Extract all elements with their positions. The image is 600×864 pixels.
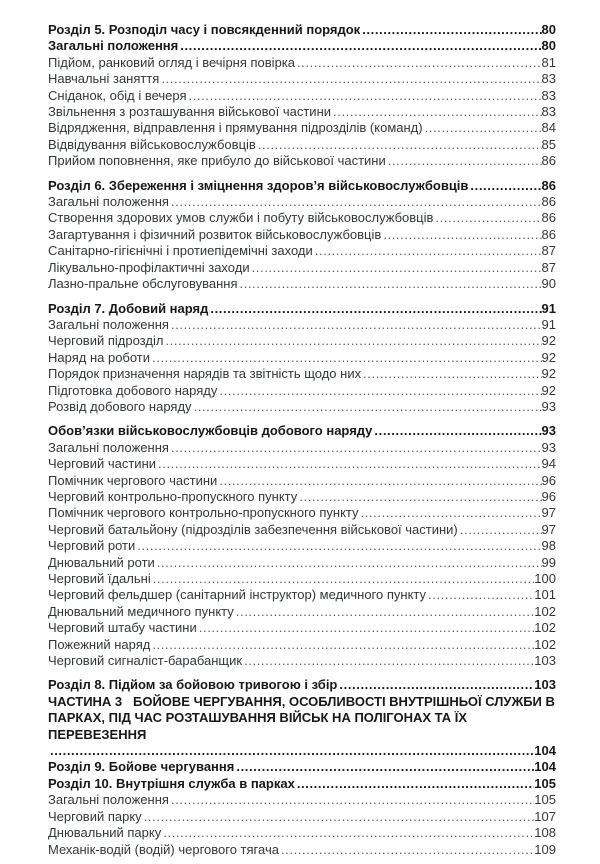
dot-leader: [197, 620, 535, 636]
toc-entry-page-number: 91: [541, 300, 556, 316]
toc-entry: [48, 210, 556, 226]
toc-entry-label: Черговий фельдшер (санітарний інструктор) медичного пункту: [48, 587, 427, 603]
dot-leader: [250, 260, 542, 276]
toc-entry-label: Черговий їдальні: [48, 571, 151, 586]
toc-entry-page-number: 102: [534, 603, 556, 619]
dot-leader: [426, 587, 534, 603]
toc-entry: [48, 776, 556, 792]
toc-entry-label: Помічник чергового контрольно-пропускного пункту: [48, 505, 359, 521]
toc-entry: [48, 809, 556, 825]
toc-entry-label: Загальні положення: [48, 439, 169, 455]
toc-entry: [48, 604, 556, 620]
toc-entry-page-number: 109: [534, 841, 556, 857]
toc-entry-label: Підйом, ранковий огляд і вечірня повірка: [48, 54, 295, 70]
toc-entry: [48, 653, 556, 669]
dot-leader: [135, 538, 541, 554]
toc-entry-page-number: 99: [541, 554, 556, 570]
toc-entry: [48, 571, 556, 587]
toc-entry-label: Помічник чергового частини: [48, 472, 218, 488]
dot-leader: [295, 776, 534, 792]
toc-entry-page-number: 108: [534, 825, 556, 841]
toc-entry: [48, 71, 556, 87]
toc-entry-page-number: 93: [541, 423, 556, 439]
toc-entry: [48, 677, 556, 693]
toc-entry: [48, 423, 556, 439]
toc-entry-page-number: 92: [541, 382, 556, 398]
toc-entry: [48, 473, 556, 489]
dot-leader: [359, 505, 542, 521]
toc-entry-label: ЧАСТИНА 3 БОЙОВЕ ЧЕРГУВАННЯ, ОСОБЛИВОСТІ ВНУТРІШНЬОЇ СЛУЖБИ В ПАРКАХ, ПІД ЧАС РОЗТАШУВАННЯ ВІЙСЬК НА ПОЛІГОНАХ ТА ЇХ ПЕРЕВЕЗЕННЯ: [48, 693, 559, 742]
dot-leader: [256, 137, 542, 153]
dot-leader: [423, 120, 542, 136]
toc-entry-label: Лазно-пральне обслуговування: [48, 276, 238, 292]
toc-entry-page-number: 97: [541, 505, 556, 521]
toc-entry-label: Санітарно-гігієнічні і протиепідемічні заходи: [48, 243, 313, 259]
toc-entry-label: Відрядження, відправлення і прямування підрозділів (команд): [48, 120, 423, 136]
toc-entry: [48, 260, 556, 276]
dot-leader: [159, 71, 541, 87]
toc-entry: [48, 587, 556, 603]
toc-entry-page-number: 80: [541, 38, 556, 54]
toc-entry-label: Черговий батальйону (підрозділів забезпечення військової частини): [48, 521, 458, 537]
toc-entry-page-number: 93: [541, 398, 556, 414]
toc-entry-label: Пожежний наряд: [48, 636, 151, 652]
dot-leader: [161, 825, 534, 841]
toc-entry-label: Розділ 7. Добовий наряд: [48, 300, 209, 316]
toc-entry-page-number: 98: [541, 538, 556, 554]
toc-entry: [48, 178, 556, 194]
toc-entry: [48, 227, 556, 243]
toc-entry: [48, 456, 556, 472]
toc-entry-page-number: 87: [541, 243, 556, 259]
toc-entry-page-number: 94: [541, 456, 556, 472]
toc-entry: [48, 22, 556, 38]
toc-entry-label: Загартування і фізичний розвиток військовослужбовців: [48, 226, 382, 242]
toc-entry-label: Черговий контрольно-пропускного пункту: [48, 488, 298, 504]
toc-entry-label: Днювальний парку: [48, 825, 162, 841]
toc-entry-page-number: 83: [541, 104, 556, 120]
toc-entry: [48, 399, 556, 415]
dot-leader: [208, 301, 541, 317]
dot-leader: [142, 809, 535, 825]
toc-entry-label: Сніданок, обід і вечеря: [48, 87, 187, 103]
toc-entry: [48, 383, 556, 399]
toc-entry: [48, 350, 556, 366]
toc-entry: [48, 276, 556, 292]
toc-entry-page-number: 97: [541, 521, 556, 537]
toc-entry-label: Загальні положення: [48, 194, 169, 210]
toc-entry: [48, 620, 556, 636]
toc-entry: [48, 792, 556, 808]
toc-entry-page-number: 86: [541, 177, 556, 193]
dot-leader: [217, 383, 541, 399]
toc-entry-page-number: 92: [541, 349, 556, 365]
toc-entry: [48, 243, 556, 259]
toc-entry-page-number: 105: [534, 792, 556, 808]
dot-leader: [295, 55, 542, 71]
toc-entry: [48, 153, 556, 169]
toc-entry-label: Лікувально-профілактичні заходи: [48, 259, 250, 275]
toc-entry-label: Створення здорових умов служби і побуту військовослужбовців: [48, 210, 434, 226]
toc-entry: [48, 88, 556, 104]
toc-entry: [48, 842, 556, 858]
toc-entry-page-number: 105: [534, 775, 556, 791]
toc-entry-page-number: 84: [541, 120, 556, 136]
toc-entry-page-number: 107: [534, 808, 556, 824]
toc-entry-page-number: 86: [541, 210, 556, 226]
toc-entry-label: Розділ 8. Підйом за бойовою тривогою і збір: [48, 677, 338, 693]
toc-entry: [48, 759, 556, 775]
toc-entry: [48, 317, 556, 333]
toc-entry: [48, 137, 556, 153]
toc-entry: [48, 38, 556, 54]
toc-entry-label: Прийом поповнення, яке прибуло до військової частини: [48, 153, 386, 169]
toc-entry-page-number: 104: [534, 743, 556, 759]
toc-entry-page-number: 103: [534, 677, 556, 693]
dot-leader: [242, 653, 534, 669]
toc-entry: [48, 555, 556, 571]
dot-leader: [372, 423, 541, 439]
toc-entry-label: Днювальний роти: [48, 554, 155, 570]
dot-leader: [381, 227, 541, 243]
toc-entry-label: Розділ 6. Збереження і зміцнення здоров’я військовослужбовців: [48, 177, 469, 193]
toc-entry-label: Навчальні заняття: [48, 71, 160, 87]
toc-entry-label: Черговий парку: [48, 808, 142, 824]
toc-entry-label: Обов’язки військовослужбовців добового наряду: [48, 423, 373, 439]
table-of-contents: [48, 22, 559, 858]
dot-leader: [192, 399, 542, 415]
toc-entry-page-number: 86: [541, 194, 556, 210]
toc-entry-page-number: 102: [534, 636, 556, 652]
toc-entry: [48, 194, 556, 210]
toc-entry-label: Черговий підрозділ: [48, 333, 164, 349]
dot-leader: [155, 555, 542, 571]
dot-leader: [178, 38, 541, 54]
toc-entry-page-number: 81: [541, 54, 556, 70]
toc-entry-page-number: 91: [541, 316, 556, 332]
toc-entry-page-number: 83: [541, 87, 556, 103]
toc-entry-page-number: 86: [541, 226, 556, 242]
toc-entry-label: Загальні положення: [48, 792, 169, 808]
toc-entry: [48, 333, 556, 349]
dot-leader: [187, 88, 542, 104]
toc-entry-label: Порядок призначення нарядів та звітність щодо них: [48, 366, 362, 382]
dot-leader: [360, 22, 541, 38]
toc-entry-label: Загальні положення: [48, 316, 169, 332]
dot-leader: [169, 194, 542, 210]
toc-entry-page-number: 92: [541, 366, 556, 382]
toc-entry-page-number: 83: [541, 71, 556, 87]
dot-leader: [48, 743, 534, 759]
dot-leader: [468, 178, 541, 194]
dot-leader: [361, 366, 541, 382]
dot-leader: [217, 473, 541, 489]
dot-leader: [163, 333, 541, 349]
dot-leader: [297, 489, 541, 505]
toc-entry: [48, 825, 556, 841]
toc-entry-page-number: 87: [541, 259, 556, 275]
toc-entry-page-number: 80: [541, 22, 556, 37]
dot-leader: [169, 440, 542, 456]
toc-entry: [48, 522, 556, 538]
toc-entry: [48, 538, 556, 554]
toc-entry-label: Підготовка добового наряду: [48, 382, 218, 398]
toc-entry: [48, 55, 556, 71]
toc-entry: [48, 301, 556, 317]
dot-leader: [313, 243, 542, 259]
toc-entry-page-number: 102: [534, 620, 556, 636]
toc-entry-page-number: 96: [541, 472, 556, 488]
toc-entry-page-number: 93: [541, 439, 556, 455]
toc-entry-label: Черговий роти: [48, 538, 136, 554]
toc-entry-label: Черговий частини: [48, 456, 157, 472]
dot-leader: [169, 317, 542, 333]
toc-entry: [48, 366, 556, 382]
toc-entry-label: Черговий сигналіст-барабанщик: [48, 653, 243, 669]
toc-entry-label: Розділ 9. Бойове чергування: [48, 759, 235, 775]
dot-leader: [238, 276, 542, 292]
dot-leader: [169, 792, 534, 808]
dot-leader: [151, 571, 535, 587]
toc-entry: [48, 120, 556, 136]
toc-entry-page-number: 101: [534, 587, 556, 603]
toc-entry-page-number: 104: [534, 759, 556, 775]
toc-entry: [48, 440, 556, 456]
toc-entry-page-number: 96: [541, 488, 556, 504]
dot-leader: [337, 677, 534, 693]
toc-entry-page-number: 103: [534, 653, 556, 669]
toc-entry-page-number: 85: [541, 136, 556, 152]
dot-leader: [386, 153, 542, 169]
toc-entry-label: Відвідування військовослужбовців: [48, 136, 256, 152]
toc-entry-label: Днювальний медичного пункту: [48, 603, 234, 619]
dot-leader: [150, 350, 542, 366]
dot-leader: [433, 210, 541, 226]
toc-entry-label: Розвід добового наряду: [48, 398, 192, 414]
toc-entry-label: Механік-водій (водій) чергового тягача: [48, 841, 279, 857]
toc-entry-label: Звільнення з розташування військової частини: [48, 104, 332, 120]
toc-entry: [48, 505, 556, 521]
toc-entry-label: Наряд на роботи: [48, 349, 151, 365]
toc-entry: [48, 489, 556, 505]
toc-entry-page-number: 86: [541, 153, 556, 169]
toc-entry-label: Розділ 5. Розподіл часу і повсякденний порядок: [48, 22, 361, 37]
dot-leader: [279, 842, 534, 858]
dot-leader: [156, 456, 542, 472]
toc-entry-label: Розділ 10. Внутрішня служба в парках: [48, 775, 295, 791]
toc-entry-label: Загальні положення: [48, 38, 179, 54]
toc-entry: [48, 637, 556, 653]
dot-leader: [458, 522, 542, 538]
toc-entry-page-number: 92: [541, 333, 556, 349]
toc-entry-page-number: 100: [534, 571, 556, 586]
toc-entry: [48, 104, 556, 120]
toc-entry-page-number: 90: [541, 276, 556, 292]
dot-leader: [234, 759, 534, 775]
dot-leader: [150, 637, 534, 653]
dot-leader: [331, 104, 542, 120]
toc-entry-label: Черговий штабу частини: [48, 620, 197, 636]
toc-entry: [48, 693, 559, 760]
dot-leader: [234, 604, 535, 620]
